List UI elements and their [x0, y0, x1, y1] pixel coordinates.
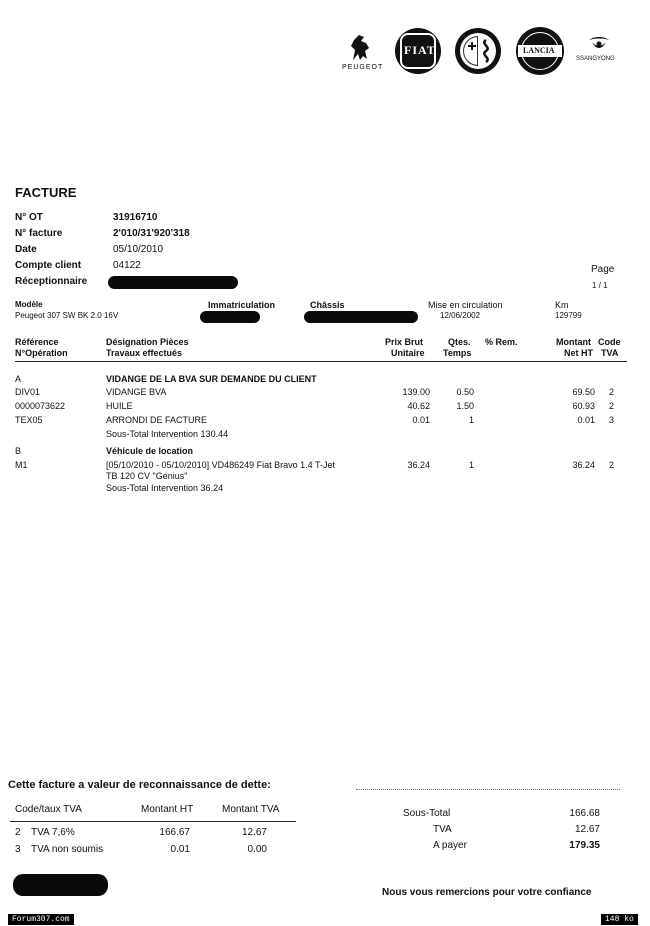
- col-reference: Référence: [15, 337, 59, 347]
- row-desc: HUILE: [106, 401, 133, 411]
- row-ref: TEX05: [15, 415, 43, 425]
- vat-row-tva: 0.00: [247, 844, 267, 855]
- model-label: Modèle: [15, 300, 43, 309]
- row-ref: M1: [15, 460, 28, 470]
- invoice-number-value: 2'010/31'920'318: [113, 228, 190, 239]
- fiat-wordmark: FIAT: [404, 43, 436, 57]
- page-value: 1 / 1: [592, 281, 608, 290]
- col-operation: N°Opération: [15, 348, 68, 358]
- forum-watermark: Forum307.com: [8, 914, 74, 925]
- row-desc-continued: TB 120 CV "Genius": [106, 471, 188, 481]
- chassis-label: Châssis: [310, 300, 345, 310]
- client-account-label: Compte client: [15, 260, 82, 271]
- vat-total-value: 12.67: [574, 824, 600, 835]
- dotted-line: [356, 789, 620, 790]
- ot-label: N° OT: [15, 212, 43, 223]
- debt-notice-text: Cette facture a valeur de reconnaissance de dette:: [8, 779, 271, 791]
- row-vat-code: 2: [609, 460, 615, 470]
- vat-divider: [10, 821, 296, 822]
- page-label: Page: [591, 264, 615, 275]
- registration-label: Immatriculation: [208, 300, 276, 310]
- col-time: Temps: [443, 348, 472, 358]
- model-value: Peugeot 307 SW BK 2.0 16V: [15, 311, 119, 320]
- subtotal-label: Sous-Total: [403, 808, 451, 819]
- client-account-value: 04122: [113, 260, 141, 271]
- amount-due-label: A payer: [433, 840, 467, 851]
- col-unit: Unitaire: [391, 348, 425, 358]
- vat-row-ht: 166.67: [159, 827, 190, 838]
- section-a-code: A: [15, 374, 22, 384]
- biscione-serpent-icon: [478, 38, 494, 64]
- vat-row-num: 3: [15, 844, 21, 855]
- row-qty: 1: [468, 415, 474, 425]
- header-divider: [15, 361, 627, 362]
- col-amount: Montant: [556, 337, 591, 347]
- amount-due-value: 179.35: [569, 840, 600, 851]
- invoice-number-label: N° facture: [15, 228, 63, 239]
- row-price: 139.00: [402, 387, 430, 397]
- row-vat-code: 3: [609, 415, 615, 425]
- row-vat-code: 2: [609, 387, 615, 397]
- peugeot-wordmark: PEUGEOT: [342, 64, 384, 71]
- vat-row-ht: 0.01: [170, 844, 190, 855]
- ot-value: 31916710: [113, 212, 158, 223]
- col-work: Travaux effectués: [106, 348, 183, 358]
- row-desc: VIDANGE BVA: [106, 387, 167, 397]
- row-amount: 60.93: [572, 401, 595, 411]
- vat-row-num: 2: [15, 827, 21, 838]
- col-vat: TVA: [601, 348, 619, 358]
- peugeot-lion-icon: [347, 32, 373, 62]
- col-vat-code: Code: [598, 337, 621, 347]
- row-ref: DIV01: [15, 387, 41, 397]
- section-a-title: VIDANGE DE LA BVA SUR DEMANDE DU CLIENT: [106, 374, 317, 384]
- receptionist-label: Réceptionnaire: [15, 276, 88, 287]
- row-desc: ARRONDI DE FACTURE: [106, 415, 208, 425]
- row-price: 0.01: [412, 415, 430, 425]
- vat-col-ht: Montant HT: [141, 804, 194, 815]
- row-qty: 0.50: [456, 387, 474, 397]
- vat-total-label: TVA: [433, 824, 452, 835]
- section-b-title: Véhicule de location: [106, 446, 194, 456]
- col-net-ht: Net HT: [564, 348, 593, 358]
- first-registration-value: 12/06/2002: [440, 311, 481, 320]
- row-desc: [05/10/2010 - 05/10/2010] VD486249 Fiat Bravo 1.4 T-Jet: [106, 460, 335, 470]
- vat-col-code: Code/taux TVA: [15, 804, 82, 815]
- lancia-wordmark: LANCIA: [523, 46, 555, 55]
- row-amount: 0.01: [577, 415, 595, 425]
- subtotal-value: 166.68: [569, 808, 600, 819]
- ssangyong-wordmark: SSANGYONG: [576, 56, 615, 62]
- mileage-value: 129799: [555, 311, 582, 320]
- redacted-receptionist: [108, 276, 238, 289]
- vat-row-label: TVA 7,6%: [31, 827, 75, 838]
- section-b-code: B: [15, 446, 22, 456]
- row-vat-code: 2: [609, 401, 615, 411]
- redacted-signature: [13, 874, 108, 896]
- vat-row-label: TVA non soumis: [31, 844, 104, 855]
- redacted-chassis: [304, 311, 418, 323]
- mileage-label: Km: [555, 300, 569, 310]
- col-designation: Désignation Pièces: [106, 337, 189, 347]
- date-value: 05/10/2010: [113, 244, 164, 255]
- row-ref: 0000073622: [15, 401, 66, 411]
- invoice-title: FACTURE: [15, 185, 77, 200]
- section-a-subtotal: Sous-Total Intervention 130.44: [106, 429, 229, 439]
- first-registration-label: Mise en circulation: [428, 300, 503, 310]
- row-qty: 1: [468, 460, 474, 470]
- row-amount: 69.50: [572, 387, 595, 397]
- thanks-message: Nous vous remercions pour votre confiance: [382, 887, 592, 898]
- redacted-registration: [200, 311, 260, 323]
- section-b-subtotal: Sous-Total Intervention 36.24: [106, 483, 224, 493]
- col-qty: Qtes.: [448, 337, 471, 347]
- filesize-badge: 148 ko: [601, 914, 638, 925]
- ssangyong-wings-icon: [586, 35, 612, 53]
- row-price: 36.24: [407, 460, 430, 470]
- vat-col-tva: Montant TVA: [222, 804, 280, 815]
- row-amount: 36.24: [572, 460, 595, 470]
- row-qty: 1.50: [456, 401, 474, 411]
- vat-row-tva: 12.67: [241, 827, 267, 838]
- col-discount: % Rem.: [485, 337, 518, 347]
- col-gross-price: Prix Brut: [385, 337, 424, 347]
- row-price: 40.62: [407, 401, 430, 411]
- date-label: Date: [15, 244, 37, 255]
